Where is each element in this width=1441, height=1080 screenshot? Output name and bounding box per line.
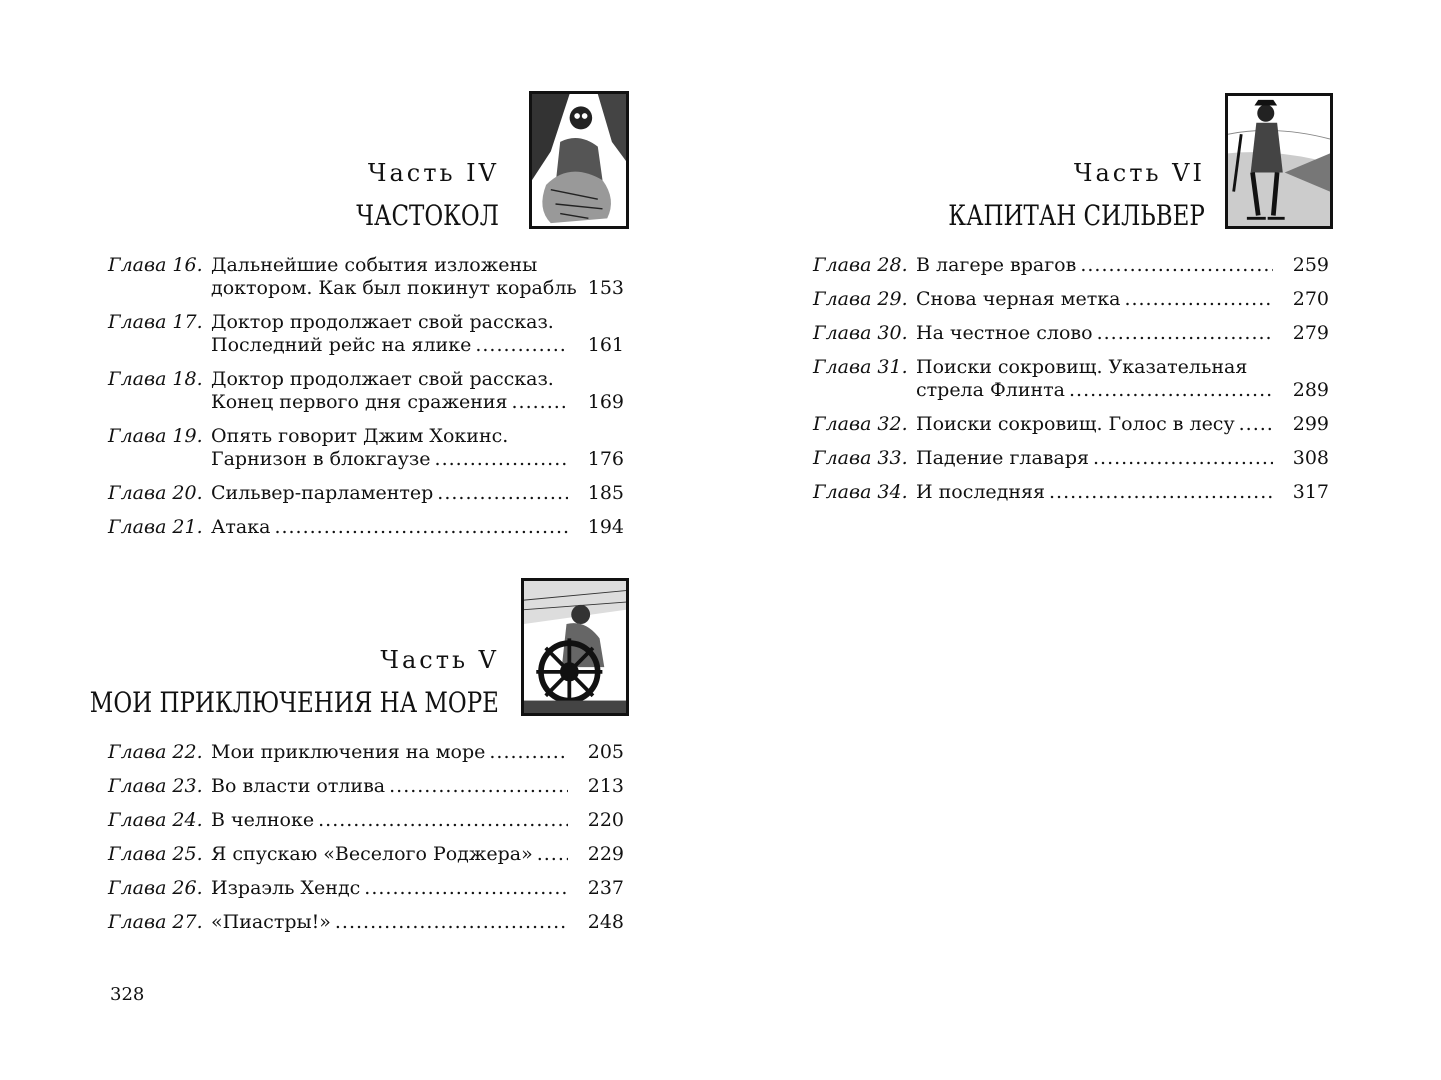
- dot-leader: [1239, 413, 1273, 436]
- dot-leader: [335, 911, 568, 934]
- dot-leader: [489, 741, 568, 764]
- chapter-title: Падение главаря: [916, 447, 1089, 469]
- chapter-label: Глава 18.: [108, 368, 203, 390]
- chapter-title: Дальнейшие события изложены: [211, 254, 538, 276]
- page-ref: 279: [1292, 322, 1329, 344]
- toc-entry[interactable]: [108, 741, 624, 764]
- chapter-title: Израэль Хендс: [211, 877, 361, 899]
- part-title: МОИ ПРИКЛЮЧЕНИЯ НА МОРЕ: [89, 686, 499, 719]
- dot-leader: [475, 334, 568, 357]
- chapter-title: Доктор продолжает свой рассказ.: [211, 368, 554, 390]
- chapter-title: доктором. Как был покинут корабль: [211, 277, 577, 299]
- chapter-label: Глава 21.: [108, 516, 203, 538]
- chapter-label: Глава 17.: [108, 311, 203, 333]
- chapter-label: Глава 26.: [108, 877, 203, 899]
- chapter-label: Глава 31.: [813, 356, 908, 378]
- chapter-label: Глава 32.: [813, 413, 908, 435]
- page-ref: 169: [587, 391, 624, 413]
- toc-entry[interactable]: [108, 482, 624, 505]
- chapter-label: Глава 27.: [108, 911, 203, 933]
- dot-leader: [389, 775, 568, 798]
- toc-entry[interactable]: [108, 425, 624, 471]
- dot-leader: [512, 391, 568, 414]
- page-ref: 289: [1292, 379, 1329, 401]
- toc-entry[interactable]: [108, 877, 624, 900]
- chapter-label: Глава 16.: [108, 254, 203, 276]
- chapter-title: Я спускаю «Веселого Роджера»: [211, 843, 533, 865]
- toc-entry[interactable]: [813, 254, 1329, 277]
- page-ref: 259: [1292, 254, 1329, 276]
- page-ref: 153: [587, 277, 624, 299]
- chapter-title: В лагере врагов: [916, 254, 1077, 276]
- chapter-title: На честное слово: [916, 322, 1093, 344]
- toc-entry[interactable]: [108, 843, 624, 866]
- toc-entry[interactable]: [108, 254, 624, 300]
- chapter-title: Мои приключения на море: [211, 741, 486, 763]
- part-title: КАПИТАН СИЛЬВЕР: [948, 199, 1205, 232]
- chapter-title: стрела Флинта: [916, 379, 1066, 401]
- chapter-label: Глава 29.: [813, 288, 908, 310]
- chapter-title: Опять говорит Джим Хокинс.: [211, 425, 509, 447]
- chapter-label: Глава 28.: [813, 254, 908, 276]
- toc-entry[interactable]: [108, 368, 624, 414]
- chapter-title: Последний рейс на ялике: [211, 334, 472, 356]
- toc-entry[interactable]: [108, 311, 624, 357]
- page-ref: 270: [1292, 288, 1329, 310]
- chapter-title: «Пиастры!»: [211, 911, 331, 933]
- dot-leader: [1097, 322, 1273, 345]
- toc-part-4: [108, 254, 624, 550]
- chapter-title: Гарнизон в блокгаузе: [211, 448, 431, 470]
- dot-leader: [537, 843, 568, 866]
- part-title: ЧАСТОКОЛ: [356, 199, 499, 232]
- part-6-header: [834, 93, 1333, 232]
- dot-leader: [318, 809, 568, 832]
- dot-leader: [1124, 288, 1273, 311]
- toc-entry[interactable]: [813, 356, 1329, 402]
- toc-part-6: [813, 254, 1329, 515]
- dot-leader: [1049, 481, 1273, 504]
- page-ref: 185: [587, 482, 624, 504]
- toc-part-5: [108, 741, 624, 945]
- dot-leader: [364, 877, 568, 900]
- toc-entry[interactable]: [108, 516, 624, 539]
- chapter-label: Глава 23.: [108, 775, 203, 797]
- chapter-label: Глава 22.: [108, 741, 203, 763]
- page-ref: 176: [587, 448, 624, 470]
- illustration-ship-wheel: [521, 578, 629, 716]
- chapter-label: Глава 25.: [108, 843, 203, 865]
- page-ref: 317: [1292, 481, 1329, 503]
- page-ref: 248: [587, 911, 624, 933]
- dot-leader: [437, 482, 568, 505]
- toc-entry[interactable]: [813, 413, 1329, 436]
- page-ref: 299: [1292, 413, 1329, 435]
- toc-entry[interactable]: [813, 447, 1329, 470]
- chapter-label: Глава 34.: [813, 481, 908, 503]
- chapter-title: В челноке: [211, 809, 315, 831]
- part-label: Часть IV: [367, 159, 499, 187]
- chapter-label: Глава 19.: [108, 425, 203, 447]
- page-ref: 205: [587, 741, 624, 763]
- chapter-title: Снова черная метка: [916, 288, 1121, 310]
- part-label: Часть VI: [1073, 159, 1205, 187]
- chapter-title: Поиски сокровищ. Голос в лесу: [916, 413, 1235, 435]
- toc-entry[interactable]: [813, 322, 1329, 345]
- chapter-title: Во власти отлива: [211, 775, 386, 797]
- dot-leader: [435, 448, 568, 471]
- chapter-title: Поиски сокровищ. Указательная: [916, 356, 1248, 378]
- chapter-title: Атака: [211, 516, 271, 538]
- toc-entry[interactable]: [108, 809, 624, 832]
- page-ref: 220: [587, 809, 624, 831]
- page-ref: 213: [587, 775, 624, 797]
- dot-leader: [1069, 379, 1273, 402]
- page-ref: 308: [1292, 447, 1329, 469]
- chapter-title: Доктор продолжает свой рассказ.: [211, 311, 554, 333]
- toc-entry[interactable]: [108, 911, 624, 934]
- chapter-title: Конец первого дня сражения: [211, 391, 508, 413]
- chapter-title: Сильвер-парламентер: [211, 482, 434, 504]
- toc-entry[interactable]: [813, 481, 1329, 504]
- dot-leader: [274, 516, 568, 539]
- part-label: Часть V: [380, 646, 499, 674]
- toc-entry[interactable]: [108, 775, 624, 798]
- page-ref: 237: [587, 877, 624, 899]
- chapter-label: Глава 30.: [813, 322, 908, 344]
- illustration-pirate: [1225, 93, 1333, 229]
- toc-entry[interactable]: [813, 288, 1329, 311]
- part-4-header: [130, 91, 629, 232]
- chapter-label: Глава 20.: [108, 482, 203, 504]
- chapter-label: Глава 33.: [813, 447, 908, 469]
- page-ref: 194: [587, 516, 624, 538]
- dot-leader: [1093, 447, 1273, 470]
- dot-leader: [1080, 254, 1273, 277]
- chapter-label: Глава 24.: [108, 809, 203, 831]
- page-number: 328: [110, 984, 145, 1005]
- part-5-header: [89, 578, 629, 719]
- page-ref: 161: [587, 334, 624, 356]
- chapter-title: И последняя: [916, 481, 1046, 503]
- page-ref: 229: [587, 843, 624, 865]
- illustration-skeleton: [529, 91, 629, 229]
